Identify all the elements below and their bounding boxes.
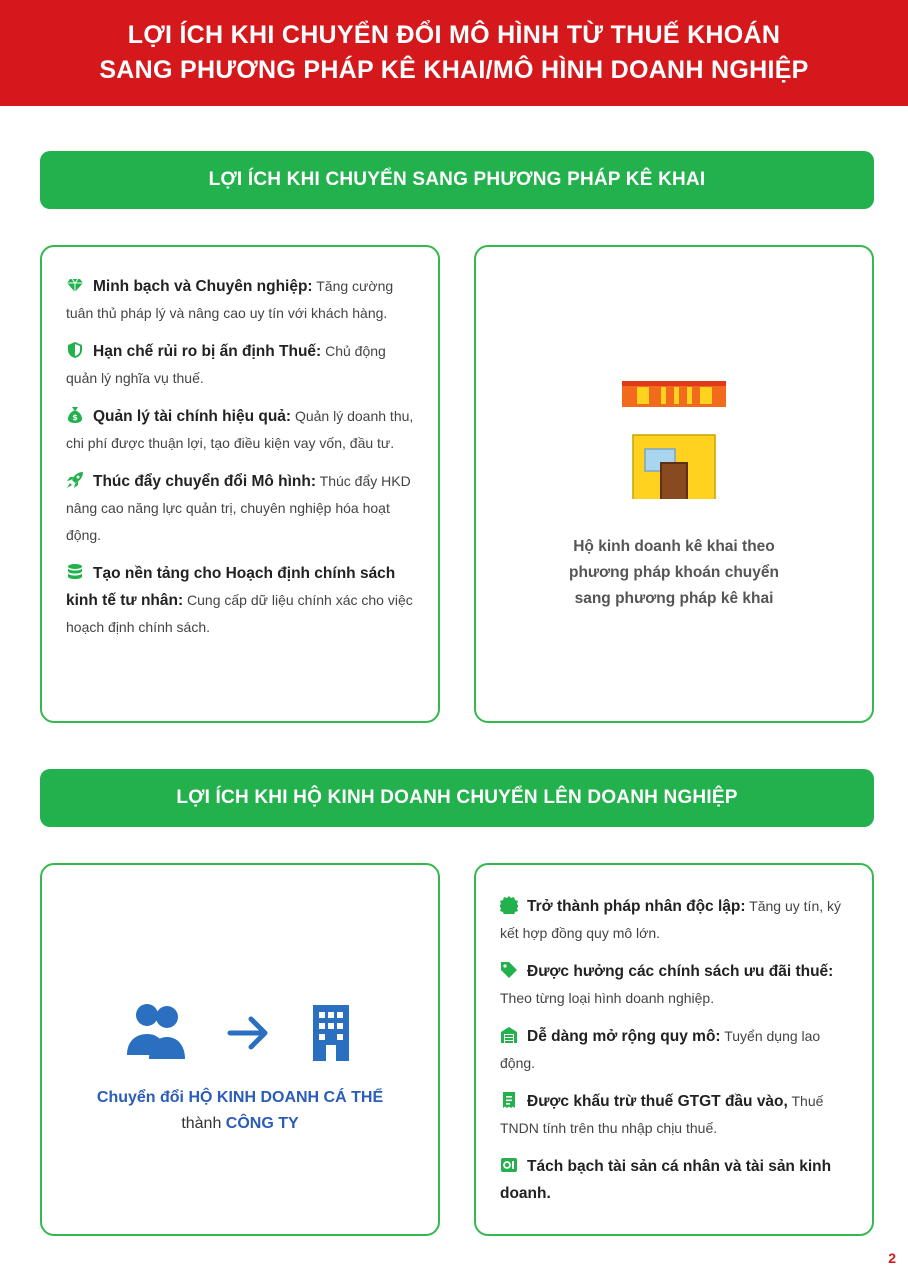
section1-banner: LỢI ÍCH KHI CHUYỂN SANG PHƯƠNG PHÁP KÊ KHAI xyxy=(40,151,874,209)
section2-benefits-card xyxy=(474,863,874,1236)
benefit-item-vat: Được khấu trừ thuế GTGT đầu vào, Thuế TNDN tính trên thu nhập chịu thuế. xyxy=(500,1093,824,1136)
header-title-line2: SANG PHƯƠNG PHÁP KÊ KHAI/MÔ HÌNH DOANH NGHIỆP xyxy=(99,56,809,84)
page-header xyxy=(0,0,908,106)
rocket-icon xyxy=(66,471,84,489)
wallet-icon xyxy=(500,1156,518,1174)
diamond-icon xyxy=(66,276,84,294)
header-title-line1: LỢI ÍCH KHI CHUYỂN ĐỔI MÔ HÌNH TỪ THUẾ KHOÁN xyxy=(127,21,781,49)
seal-icon xyxy=(500,896,518,914)
warehouse-icon xyxy=(500,1026,518,1044)
svg-text:$: $ xyxy=(72,413,78,422)
benefit-item-assets: Tách bạch tài sản cá nhân và tài sản kinh doanh. xyxy=(500,1158,832,1202)
shop-illustration xyxy=(476,379,872,504)
shield-icon xyxy=(66,341,84,359)
tag-icon xyxy=(500,961,518,979)
benefit-item-risk: Hạn chế rủi ro bị ấn định Thuế: Chủ động quản lý nghĩa vụ thuế. xyxy=(66,343,386,386)
benefit-item-transparency: Minh bạch và Chuyên nghiệp: Tăng cường tuân thủ pháp lý và nâng cao uy tín với khách hàng. xyxy=(66,278,394,321)
section1-illustration-card xyxy=(474,245,874,723)
section1-benefits-card xyxy=(40,245,440,723)
benefit-item-tax-incentive: Được hưởng các chính sách ưu đãi thuế: Theo từng loại hình doanh nghiệp. xyxy=(500,963,834,1006)
receipt-icon xyxy=(500,1091,518,1109)
money-bag-icon xyxy=(66,406,84,424)
building-icon xyxy=(313,1005,349,1061)
section2-illustration-card xyxy=(40,863,440,1236)
page-number: 2 xyxy=(888,1250,896,1266)
benefit-item-scale: Dễ dàng mở rộng quy mô: Tuyển dụng lao động. xyxy=(500,1028,821,1071)
shop-icon xyxy=(619,379,729,499)
database-icon xyxy=(66,563,84,581)
users-icon xyxy=(127,1004,185,1059)
benefit-item-finance: $ Quản lý tài chính hiệu quả: Quản lý doanh thu, chi phí được thuận lợi, tạo điều kiện vay vốn, đầu tư. xyxy=(66,408,414,451)
section2-banner: LỢI ÍCH KHI HỘ KINH DOANH CHUYỂN LÊN DOANH NGHIỆP xyxy=(40,769,874,827)
benefit-item-policy: Tạo nền tảng cho Hoạch định chính sách kinh tế tư nhân: Cung cấp dữ liệu chính xác cho việc hoạch định chính sách. xyxy=(66,565,413,635)
shop-illustration-caption: Hộ kinh doanh kê khai theo phương pháp khoán chuyển sang phương pháp kê khai xyxy=(569,538,779,607)
benefit-item-transform: Thúc đẩy chuyển đổi Mô hình: Thúc đẩy HKD nâng cao năng lực quản trị, chuyên nghiệp hóa hoạt động. xyxy=(66,473,411,543)
benefit-item-legal-entity: Trở thành pháp nhân độc lập: Tăng uy tín, ký kết hợp đồng quy mô lớn. xyxy=(500,898,842,941)
arrow-right-icon xyxy=(230,1019,265,1047)
conversion-illustration xyxy=(42,1003,438,1068)
conversion-caption: Chuyển đổi HỘ KINH DOANH CÁ THỂ thành CÔNG TY xyxy=(96,1089,384,1132)
